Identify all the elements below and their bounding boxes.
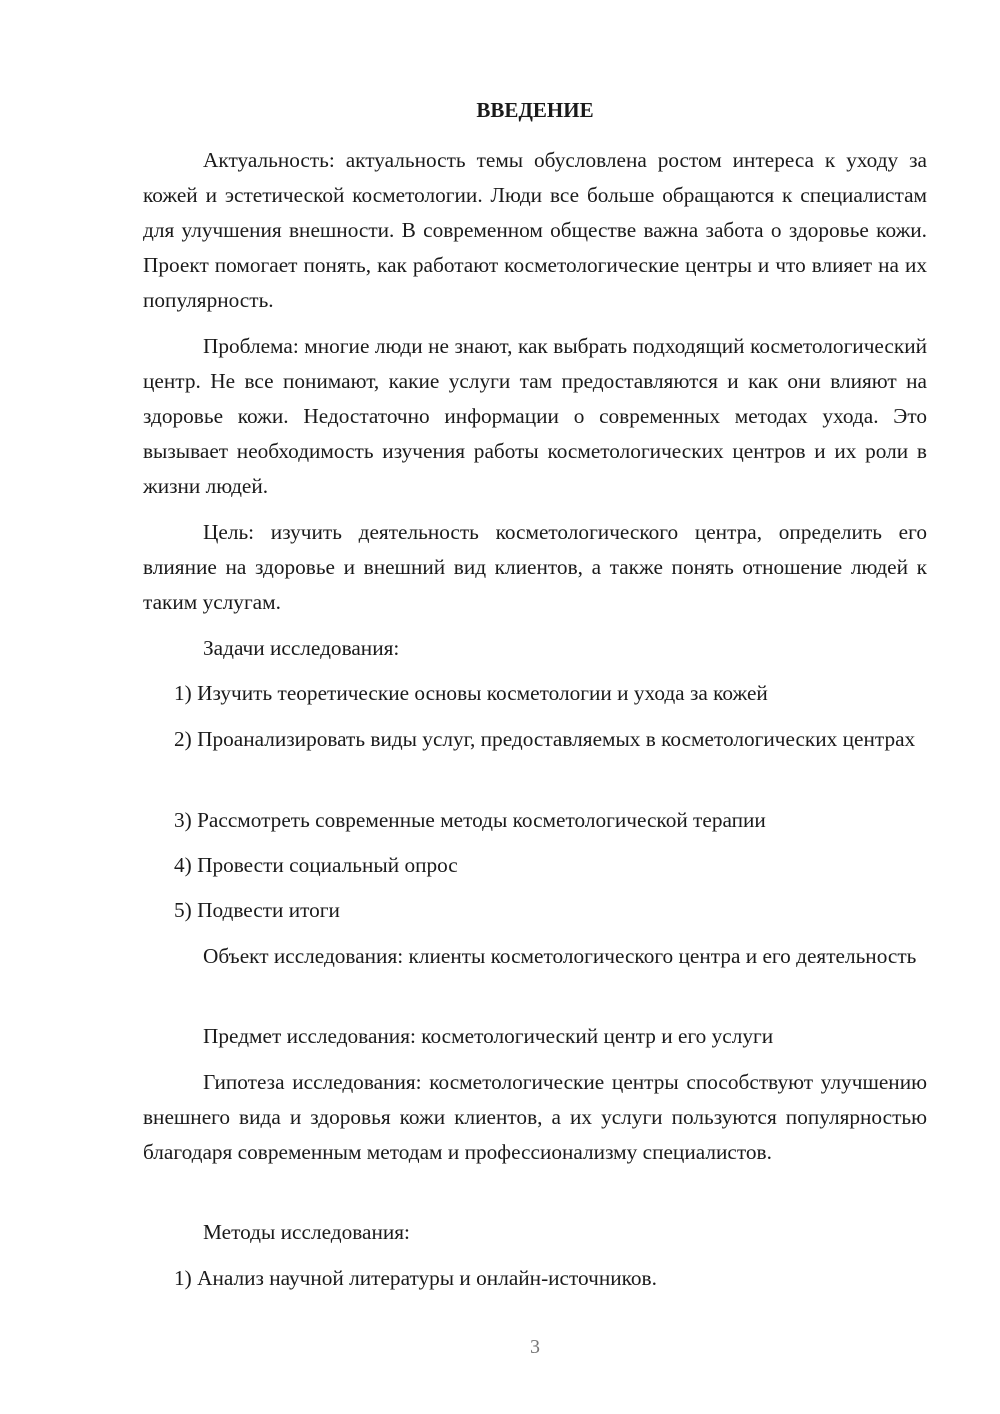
methods-heading: Методы исследования:	[203, 1220, 410, 1244]
document-page	[143, 0, 927, 1414]
problem-paragraph: Проблема: многие люди не знают, как выбрать подходящий косметологический центр. Не все понимают, какие услуги там предоставляются и как они влияют на здоровье кожи. Недостаточно информации о современных методах ухода. Это вызывает необходимость изучения работы косметологических центров и их роли в жизни людей.	[143, 334, 927, 498]
page-number: 3	[530, 1336, 540, 1358]
tasks-heading: Задачи исследования:	[203, 636, 400, 660]
task-item: 1) Изучить теоретические основы косметологии и ухода за кожей	[174, 681, 768, 705]
task-item: 4) Провести социальный опрос	[174, 853, 458, 877]
method-item: 1) Анализ научной литературы и онлайн-источников.	[174, 1266, 657, 1290]
relevance-paragraph: Актуальность: актуальность темы обусловлена ростом интереса к уходу за кожей и эстетической косметологии. Люди все больше обращаются к специалистам для улучшения внешности. В современном обществе важна забота о здоровье кожи. Проект помогает понять, как работают косметологические центры и что влияет на их популярность.	[143, 148, 927, 312]
page-title: ВВЕДЕНИЕ	[476, 98, 594, 122]
subject-paragraph: Предмет исследования: косметологический центр и его услуги	[203, 1024, 774, 1048]
object-paragraph: Объект исследования: клиенты косметологического центра и его деятельность	[203, 944, 917, 968]
goal-paragraph: Цель: изучить деятельность косметологического центра, определить его влияние на здоровье и внешний вид клиентов, а также понять отношение людей к таким услугам.	[143, 520, 927, 614]
task-item: 2) Проанализировать виды услуг, предоставляемых в косметологических центрах	[174, 727, 916, 751]
hypothesis-paragraph: Гипотеза исследования: косметологические центры способствуют улучшению внешнего вида и здоровья кожи клиентов, а их услуги пользуются популярностью благодаря современным методам и профессионализму специалистов.	[143, 1070, 927, 1164]
task-item: 3) Рассмотреть современные методы косметологической терапии	[174, 808, 766, 832]
task-item: 5) Подвести итоги	[174, 898, 340, 922]
